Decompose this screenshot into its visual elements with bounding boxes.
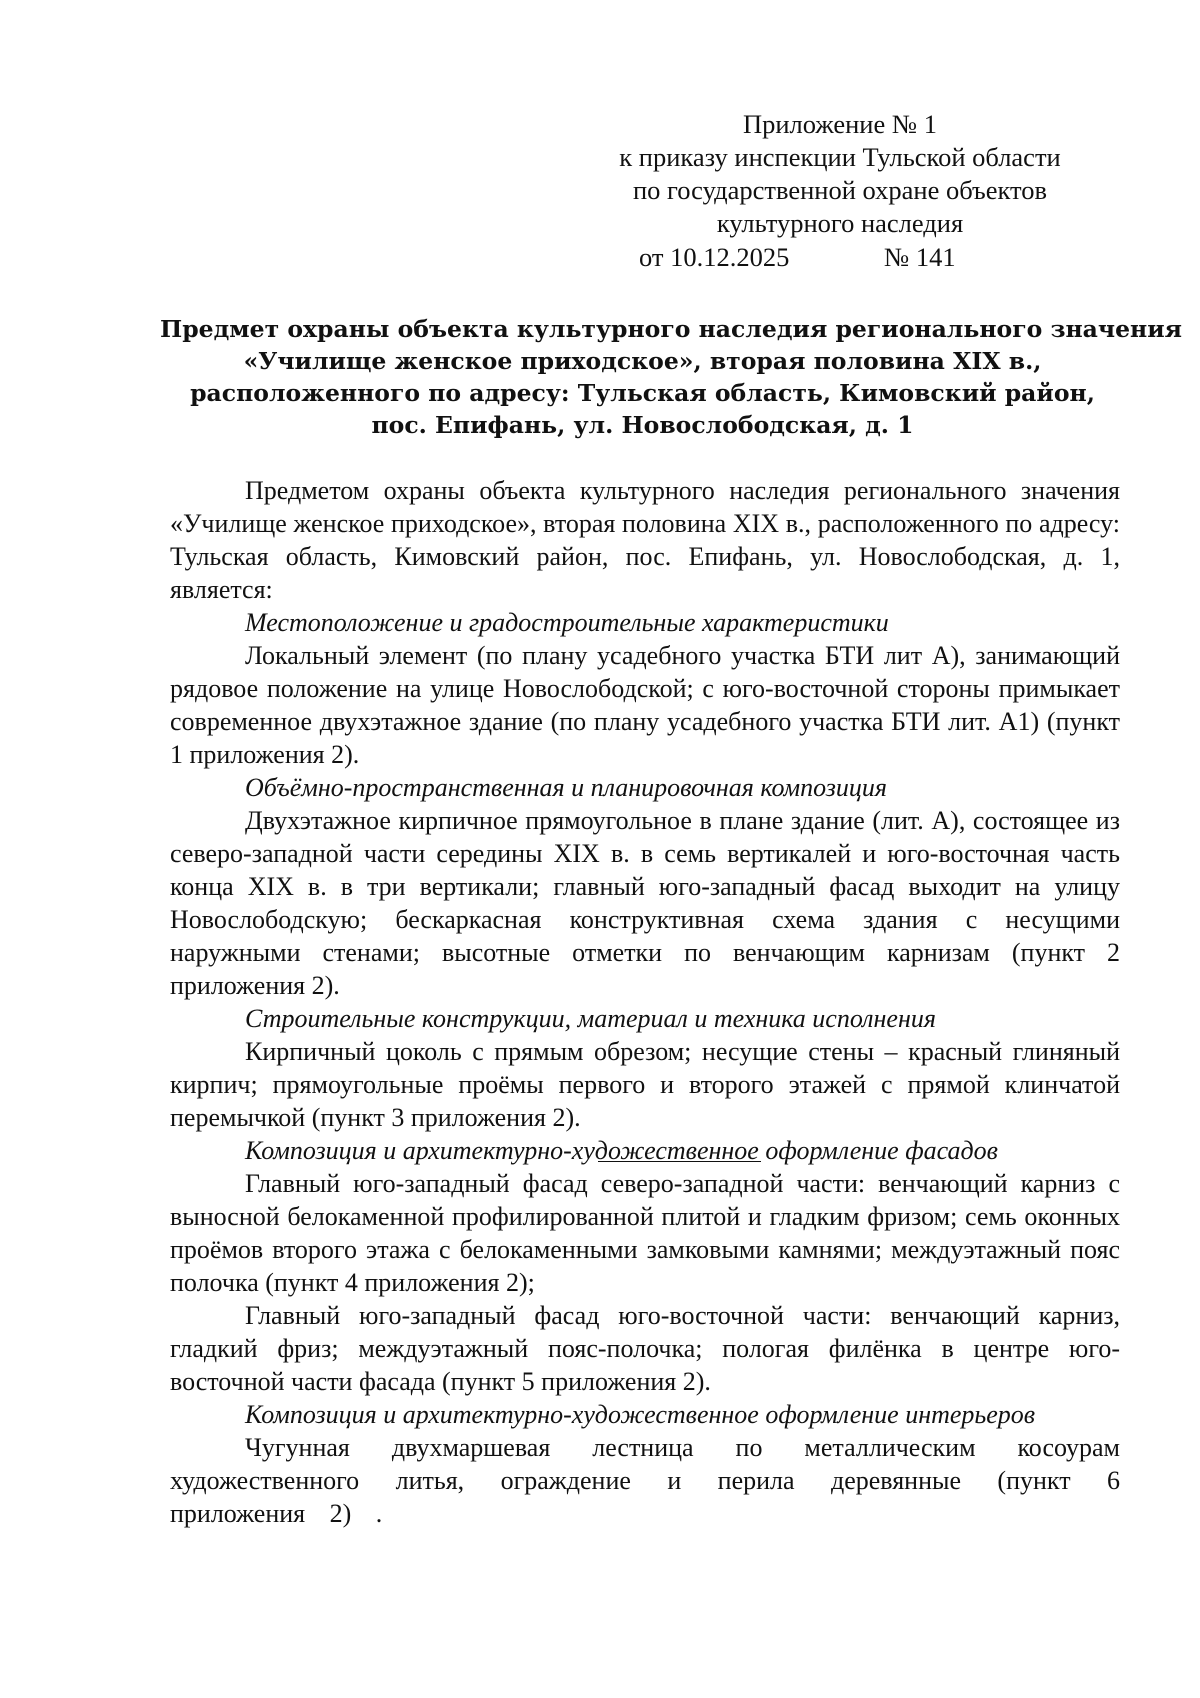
annex-date-row — [580, 241, 1100, 274]
section-heading-facades: Композиция и архитектурно-художественное оформление фасадов — [245, 1136, 998, 1165]
annex-block — [580, 108, 1100, 274]
title-line-2: «Училище женское приходское», вторая половина XIX в., — [243, 347, 1042, 375]
paragraph-facades-1: Главный юго-западный фасад северо-западной части: венчающий карниз с выносной белокаменной профилированной плитой и гладким фризом; семь оконных проёмов второго этажа с белокаменными замковыми камнями; междуэтажный пояс полочка (пункт 4 приложения 2); — [170, 1169, 1120, 1297]
paragraph-facades-2: Главный юго-западный фасад юго-восточной части: венчающий карниз, гладкий фриз; междуэтажный пояс-полочка; пологая филёнка в центре юго-восточной части фасада (пункт 5 приложения 2). — [170, 1301, 1120, 1396]
intro-paragraph: Предметом охраны объекта культурного наследия регионального значения «Училище женское приходское», вторая половина XIX в., расположенного по адресу: Тульская область, Кимовский район, пос. Епифань, ул. Новослободская, д. 1, является: — [170, 476, 1120, 604]
annex-order-line: к приказу инспекции Тульской области — [619, 142, 1061, 172]
annex-heritage-line: культурного наследия — [716, 208, 964, 238]
paragraph-construction: Кирпичный цоколь с прямым обрезом; несущие стены – красный глиняный кирпич; прямоугольные проёмы первого и второго этажей с прямой клинчатой перемычкой (пункт 3 приложения 2). — [170, 1037, 1120, 1132]
paragraph-interiors: Чугунная двухмаршевая лестница по металлическим косоурам художественного литья, ограждение и перила деревянные (пункт 6 приложения 2) . — [170, 1433, 1120, 1528]
closing-rule — [598, 1161, 761, 1162]
annex-number: № 141 — [884, 242, 956, 272]
document-body — [170, 474, 1120, 1530]
title-line-4: пос. Епифань, ул. Новослободская, д. 1 — [371, 411, 914, 439]
title-line-3: расположенного по адресу: Тульская область, Кимовский район, — [190, 379, 1095, 407]
section-heading-volume: Объёмно-пространственная и планировочная композиция — [245, 773, 888, 802]
paragraph-location: Локальный элемент (по плану усадебного участка БТИ лит А), занимающий рядовое положение на улице Новослободской; с юго-восточной стороны примыкает современное двухэтажное здание (по плану усадебного участка БТИ лит. А1) (пункт 1 приложения 2). — [170, 641, 1120, 769]
section-heading-interiors: Композиция и архитектурно-художественное оформление интерьеров — [245, 1400, 1036, 1429]
section-heading-location: Местоположение и градостроительные характеристики — [245, 608, 889, 637]
paragraph-volume: Двухэтажное кирпичное прямоугольное в плане здание (лит. А), состоящее из северо-западной части середины XIX в. в семь вертикалей и юго-восточная часть конца XIX в. в три вертикали; главный юго-западный фасад выходит на улицу Новослободскую; бескаркасная конструктивная схема здания с несущими наружными стенами; высотные отметки по венчающим карнизам (пункт 2 приложения 2). — [170, 806, 1120, 1000]
document-title — [160, 313, 1183, 441]
annex-title: Приложение № 1 — [742, 109, 937, 139]
annex-date: от 10.12.2025 — [639, 242, 790, 272]
annex-authority-line: по государственной охране объектов — [632, 175, 1048, 205]
title-line-1: Предмет охраны объекта культурного наследия регионального значения — [160, 315, 1183, 343]
section-heading-construction: Строительные конструкции, материал и техника исполнения — [245, 1004, 936, 1033]
